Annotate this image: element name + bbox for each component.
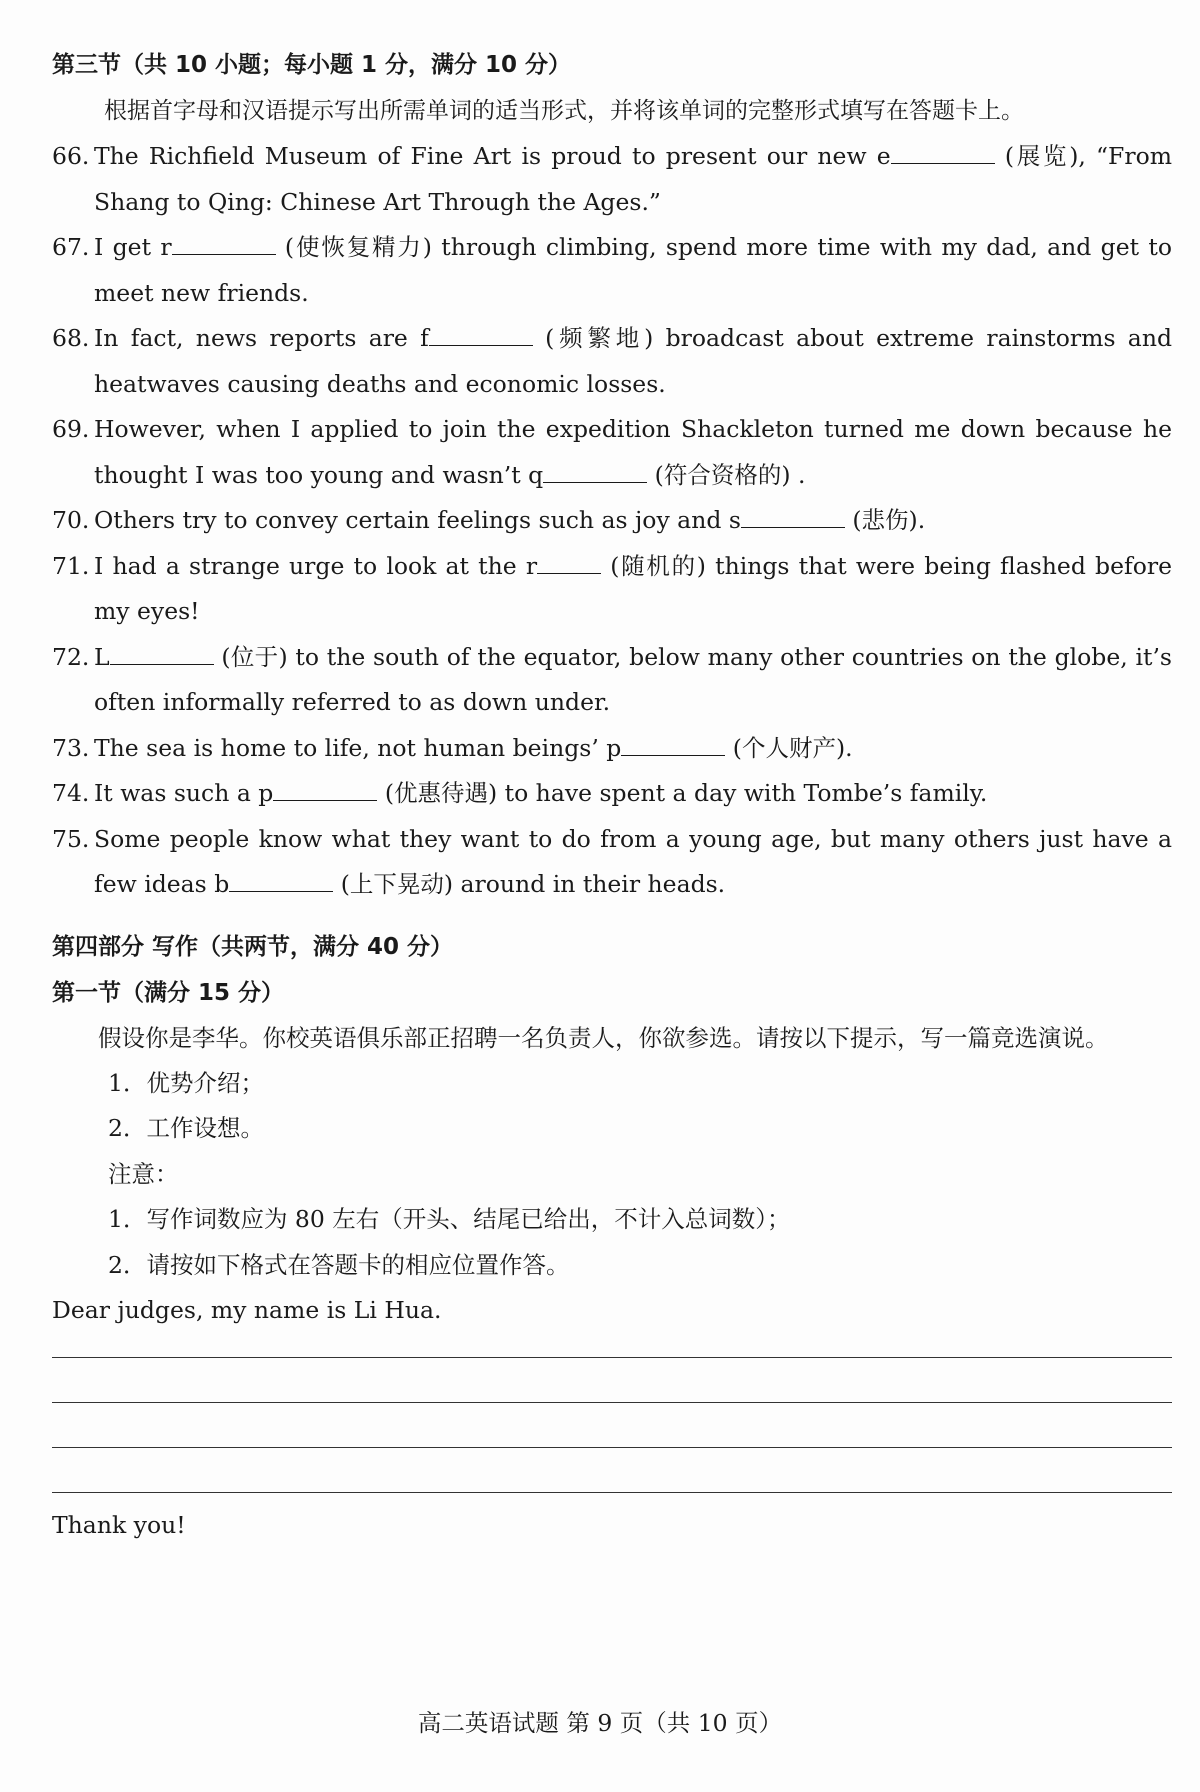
question-70: [52, 498, 1172, 544]
question-number: 69.: [52, 415, 90, 443]
question-text-after: (随机的) things that were being flashed before my eyes!: [94, 551, 1172, 625]
answer-line[interactable]: [52, 1403, 1172, 1448]
question-number: 75.: [52, 824, 90, 853]
question-number: 67.: [52, 233, 90, 261]
question-text-before: I had a strange urge to look at the r: [94, 551, 538, 580]
letter-opening: Dear judges, my name is Li Hua.: [52, 1296, 442, 1324]
question-text-after: (频繁地) broadcast about extreme rainstorms and heatwaves causing deaths and economic losses.: [94, 324, 1172, 398]
section4-subheading: 第一节（满分 15 分）: [52, 979, 285, 1006]
question-number: 72.: [52, 642, 90, 671]
question-74: [52, 771, 1172, 817]
question-text-before: However, when I applied to join the expedition Shackleton turned me down because he thought I was too young and wasn’t q: [94, 415, 1172, 489]
question-text: [94, 635, 1172, 726]
answer-lines[interactable]: [52, 1335, 1172, 1493]
question-list: [52, 134, 1172, 908]
question-text-before: Others try to convey certain feelings such as joy and s: [94, 506, 741, 534]
question-text: [94, 771, 1172, 817]
question-text-before: It was such a p: [94, 779, 274, 807]
question-number: 70.: [52, 506, 90, 534]
answer-blank[interactable]: [429, 323, 533, 346]
question-text: [94, 225, 1172, 316]
question-text: [94, 544, 1172, 635]
question-text-before: I get r: [94, 233, 172, 261]
question-text: [94, 498, 1172, 544]
question-text-before: The Richfield Museum of Fine Art is proud to present our new e: [94, 142, 891, 170]
question-text-after: (上下晃动) around in their heads.: [333, 870, 726, 898]
answer-blank[interactable]: [741, 505, 845, 528]
answer-blank[interactable]: [537, 551, 601, 574]
note-label: 注意：: [108, 1159, 179, 1188]
question-text: [94, 407, 1172, 498]
question-text-after: (悲伤).: [844, 506, 926, 534]
answer-blank[interactable]: [543, 460, 647, 483]
section3-heading: 第三节（共 10 小题；每小题 1 分，满分 10 分）: [52, 52, 572, 78]
question-number: 68.: [52, 324, 90, 352]
question-71: [52, 544, 1172, 635]
question-text: [94, 134, 1172, 225]
note-2: 2．请按如下格式在答题卡的相应位置作答。: [108, 1250, 570, 1279]
question-text-before: In fact, news reports are f: [94, 324, 429, 352]
question-text-after: (位于) to the south of the equator, below many other countries on the globe, it’s often informally referred to as down under.: [94, 642, 1172, 716]
question-67: [52, 225, 1172, 316]
question-68: [52, 316, 1172, 407]
answer-blank[interactable]: [229, 869, 333, 892]
question-number: 66.: [52, 142, 90, 170]
page-footer: 高二英语试题 第 9 页（共 10 页）: [417, 1709, 783, 1737]
answer-blank[interactable]: [891, 141, 995, 164]
page-content: [52, 50, 1172, 1548]
section4-heading: 第四部分 写作（共两节，满分 40 分）: [52, 933, 454, 960]
question-text-before: Some people know what they want to do from a young age, but many others just have a few ideas b: [94, 824, 1172, 898]
writing-point-1: 1．优势介绍；: [108, 1068, 264, 1097]
question-69: [52, 407, 1172, 498]
note-1: 1．写作词数应为 80 左右（开头、结尾已给出，不计入总词数）；: [108, 1205, 791, 1233]
writing-section: [52, 924, 1172, 1549]
answer-line[interactable]: [52, 1335, 1172, 1358]
question-text: [94, 817, 1172, 908]
question-text-after: (使恢复精力) through climbing, spend more time with my dad, and get to meet new friends.: [94, 233, 1173, 307]
question-66: [52, 134, 1172, 225]
question-73: [52, 726, 1172, 772]
question-72: [52, 635, 1172, 726]
question-text-before: The sea is home to life, not human beings’ p: [94, 733, 622, 762]
answer-line[interactable]: [52, 1358, 1172, 1403]
question-text-after: (个人财产).: [725, 733, 853, 762]
section3-instruction: 根据首字母和汉语提示写出所需单词的适当形式，并将该单词的完整形式填写在答题卡上。: [104, 98, 1024, 124]
question-text-after: (展览), “From Shang to Qing: Chinese Art Through the Ages.”: [94, 142, 1173, 216]
answer-blank[interactable]: [621, 733, 725, 756]
question-75: [52, 817, 1172, 908]
question-number: 73.: [52, 733, 90, 762]
question-text-after: (符合资格的) .: [647, 460, 806, 489]
answer-line[interactable]: [52, 1448, 1172, 1493]
question-text-after: (优惠待遇) to have spent a day with Tombe’s family.: [377, 779, 988, 807]
question-number: 74.: [52, 779, 90, 807]
answer-blank[interactable]: [273, 778, 377, 801]
writing-point-2: 2．工作设想。: [108, 1114, 264, 1142]
answer-blank[interactable]: [172, 232, 276, 255]
writing-prompt: 假设你是李华。你校英语俱乐部正招聘一名负责人，你欲参选。请按以下提示，写一篇竞选演说。: [98, 1023, 1109, 1052]
question-text: [94, 316, 1172, 407]
letter-closing: Thank you!: [52, 1511, 186, 1539]
question-text: [94, 726, 1172, 772]
question-text-before: L: [94, 642, 110, 671]
question-number: 71.: [52, 551, 90, 580]
answer-blank[interactable]: [110, 642, 214, 665]
